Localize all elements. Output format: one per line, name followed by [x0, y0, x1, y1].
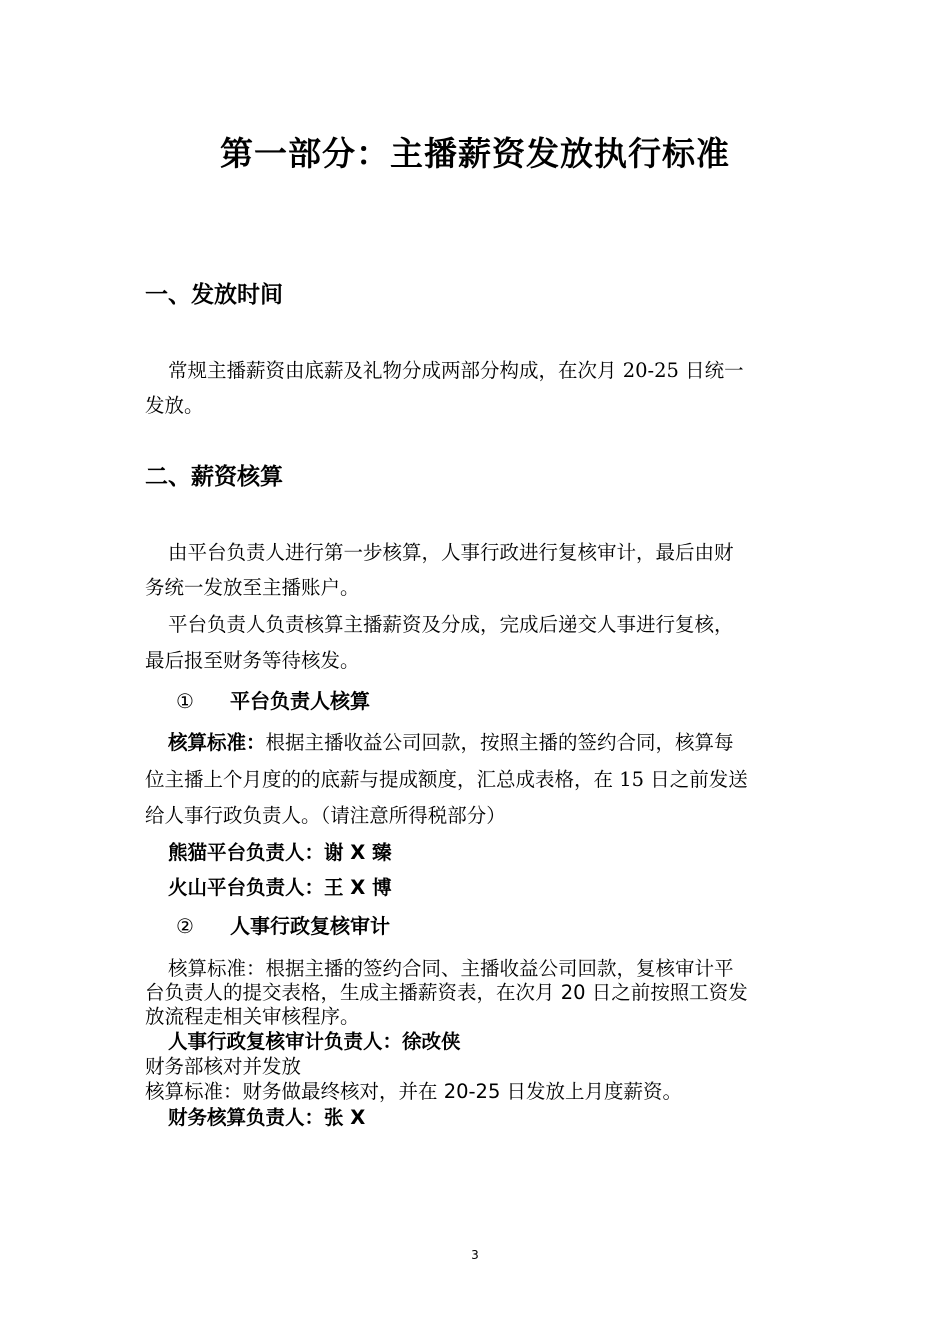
paragraph-line: 台负责人的提交表格，生成主播薪资表，在次月 20 日之前按照工资发 — [145, 981, 748, 1004]
finance-heading: 财务部核对并发放 — [145, 1055, 302, 1078]
standard-line — [168, 725, 734, 760]
finance-standard: 核算标准：财务做最终核对，并在 20-25 日发放上月度薪资。 — [145, 1080, 683, 1103]
hr-audit-owner: 人事行政复核审计负责人：徐改侠 — [168, 1030, 461, 1053]
paragraph-line: 给人事行政负责人。（请注意所得税部分） — [145, 804, 506, 827]
volcano-platform-owner: 火山平台负责人：王 X 博 — [168, 876, 392, 899]
standard-text: 根据主播收益公司回款，按照主播的签约合同，核算每 — [265, 731, 734, 754]
paragraph-line: 发放。 — [145, 394, 204, 417]
paragraph-line: 由平台负责人进行第一步核算，人事行政进行复核审计，最后由财 — [168, 541, 734, 564]
section-heading-salary-calc: 二、薪资核算 — [145, 464, 283, 490]
subsection-platform-calc — [176, 685, 370, 714]
paragraph-line: 放流程走相关审核程序。 — [145, 1005, 360, 1028]
section-heading-payment-time: 一、发放时间 — [145, 282, 283, 308]
page-title: 第一部分：主播薪资发放执行标准 — [220, 134, 730, 173]
page-number: 3 — [471, 1248, 479, 1262]
subsection-title: 人事行政复核审计 — [230, 914, 390, 938]
subsection-hr-audit — [176, 910, 390, 939]
paragraph-line: 常规主播薪资由底薪及礼物分成两部分构成，在次月 20-25 日统一 — [168, 359, 744, 382]
paragraph-line: 位主播上个月度的的底薪与提成额度，汇总成表格，在 15 日之前发送 — [145, 768, 748, 791]
paragraph-line: 核算标准：根据主播的签约合同、主播收益公司回款，复核审计平 — [168, 957, 734, 980]
paragraph-line: 最后报至财务等待核发。 — [145, 649, 360, 672]
subsection-title: 平台负责人核算 — [230, 689, 370, 713]
panda-platform-owner: 熊猫平台负责人：谢 X 臻 — [168, 841, 392, 864]
circled-number-2: ② — [176, 914, 194, 938]
paragraph-line: 平台负责人负责核算主播薪资及分成，完成后递交人事进行复核， — [168, 613, 734, 636]
circled-number-1: ① — [176, 689, 194, 713]
finance-owner: 财务核算负责人：张 X — [168, 1106, 366, 1129]
paragraph-line: 务统一发放至主播账户。 — [145, 576, 360, 599]
standard-label: 核算标准： — [168, 731, 266, 754]
